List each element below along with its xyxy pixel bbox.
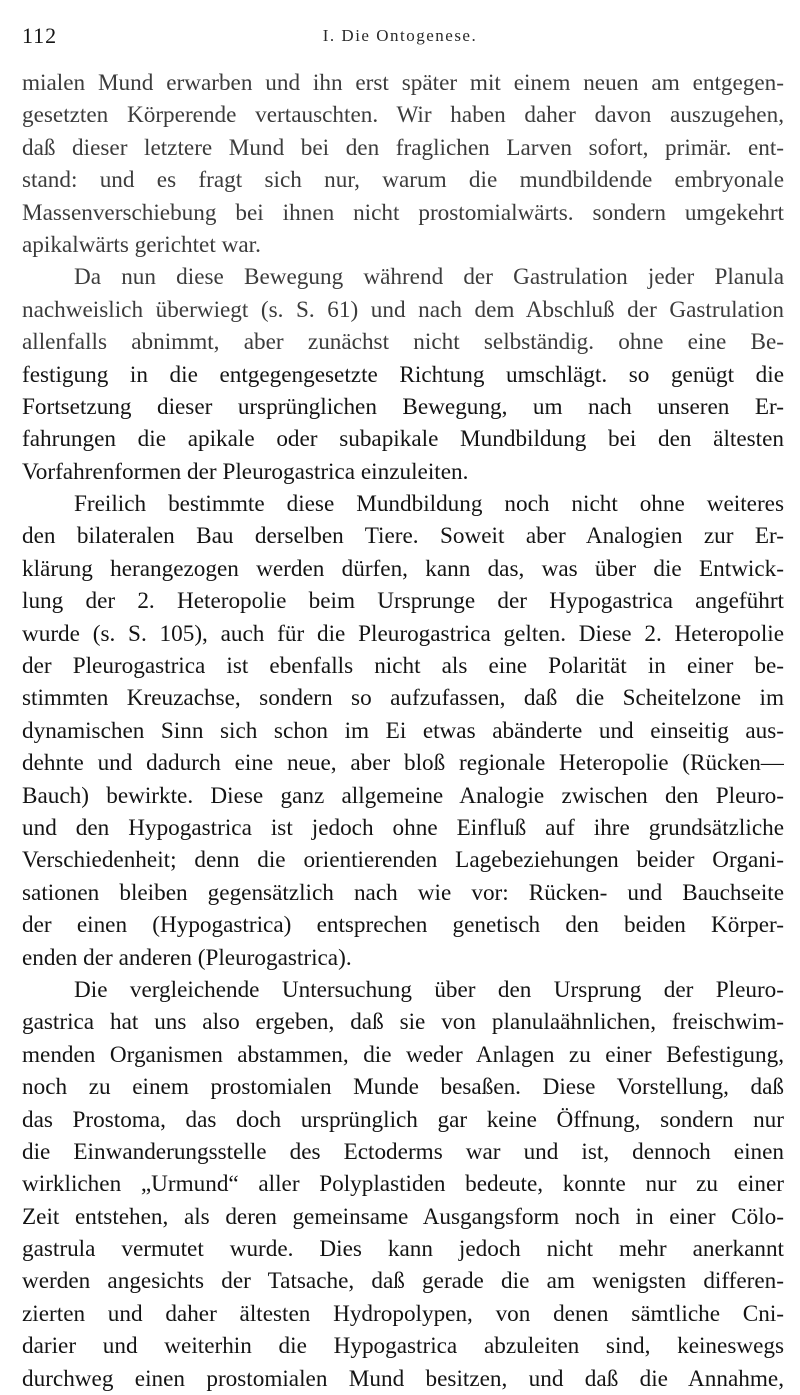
paragraph	[22, 261, 784, 488]
text-line: dehnte und dadurch eine neue, aber bloß regionale Heteropolie (Rücken—	[22, 750, 784, 777]
text-line: daß dieser letztere Mund bei den fraglichen Larven sofort, primär. ent-	[22, 134, 784, 161]
text-line: Zeit entstehen, als deren gemeinsame Ausgangsform noch in einer Cölo-	[22, 1203, 784, 1230]
text-line: das Prostoma, das doch ursprünglich gar keine Öffnung, sondern nur	[22, 1106, 784, 1133]
page-header	[22, 22, 778, 50]
text-line: dynamischen Sinn sich schon im Ei etwas abänderte und einseitig aus-	[22, 717, 784, 744]
text-line: Fortsetzung dieser ursprünglichen Bewegung, um nach unseren Er-	[22, 393, 784, 420]
text-line: festigung in die entgegengesetzte Richtung umschlägt. so genügt die	[22, 361, 784, 388]
text-line: Vorfahrenformen der Pleurogastrica einzuleiten.	[22, 458, 469, 485]
text-line: enden der anderen (Pleurogastrica).	[22, 944, 352, 971]
text-line: Bauch) bewirkte. Diese ganz allgemeine Analogie zwischen den Pleuro-	[22, 782, 784, 809]
text-line: zierten und daher ältesten Hydropolypen, von denen sämtliche Cni-	[22, 1300, 784, 1327]
text-line: den bilateralen Bau derselben Tiere. Soweit aber Analogien zur Er-	[22, 523, 784, 550]
text-line: apikalwärts gerichtet war.	[22, 231, 261, 258]
text-line: der Pleurogastrica ist ebenfalls nicht als eine Polarität in einer be-	[22, 653, 784, 680]
text-line: sationen bleiben gegensätzlich nach wie vor: Rücken- und Bauchseite	[22, 879, 784, 906]
text-line: mialen Mund erwarben und ihn erst später mit einem neuen am entgegen-	[22, 70, 784, 96]
text-line: noch zu einem prostomialen Munde besaßen. Diese Vorstellung, daß	[22, 1074, 784, 1101]
paragraph	[22, 67, 784, 261]
text-line: lung der 2. Heteropolie beim Ursprunge der Hypogastrica angeführt	[22, 588, 784, 615]
text-line: nachweislich überwiegt (s. S. 61) und nach dem Abschluß der Gastrulation	[22, 296, 784, 323]
text-line: klärung herangezogen werden dürfen, kann das, was über die Entwick-	[22, 555, 784, 582]
body-text	[22, 67, 784, 1395]
text-line: wurde (s. S. 105), auch für die Pleurogastrica gelten. Diese 2. Heteropolie	[22, 620, 784, 647]
text-line: allenfalls abnimmt, aber zunächst nicht selbständig. ohne eine Be-	[22, 329, 784, 356]
paragraph	[22, 974, 784, 1395]
text-line: werden angesichts der Tatsache, daß gerade die am wenigsten differen-	[22, 1268, 784, 1295]
text-line: stimmten Kreuzachse, sondern so aufzufassen, daß die Scheitelzone im	[22, 685, 784, 712]
text-line: stand: und es fragt sich nur, warum die mundbildende embryonale	[22, 167, 784, 194]
paragraph	[22, 488, 784, 974]
text-line: fahrungen die apikale oder subapikale Mundbildung bei den ältesten	[22, 426, 784, 453]
text-line: gastrica hat uns also ergeben, daß sie von planulaähnlichen, freischwim-	[22, 1009, 784, 1036]
running-head: I. Die Ontogenese.	[322, 26, 478, 45]
text-line: der einen (Hypogastrica) entsprechen genetisch den beiden Körper-	[22, 912, 784, 939]
text-line: Die vergleichende Untersuchung über den Ursprung der Pleuro-	[74, 976, 784, 1003]
text-line: Verschiedenheit; denn die orientierenden Lagebeziehungen beider Organi-	[22, 847, 784, 874]
text-line: und den Hypogastrica ist jedoch ohne Einfluß auf ihre grundsätzliche	[22, 814, 784, 841]
text-line: gesetzten Körperende vertauschten. Wir haben daher davon auszugehen,	[22, 102, 784, 129]
text-line: die Einwanderungsstelle des Ectoderms war und ist, dennoch einen	[22, 1138, 784, 1165]
text-line: durchweg einen prostomialen Mund besitzen, und daß die Annahme,	[22, 1365, 784, 1392]
text-line: Da nun diese Bewegung während der Gastrulation jeder Planula	[74, 264, 784, 291]
text-line: Massenverschiebung bei ihnen nicht prostomialwärts. sondern umgekehrt	[22, 199, 784, 226]
text-line: Freilich bestimmte diese Mundbildung noch nicht ohne weiteres	[74, 491, 784, 518]
text-line: menden Organismen abstammen, die weder Anlagen zu einer Befestigung,	[22, 1041, 784, 1068]
text-line: gastrula vermutet wurde. Dies kann jedoch nicht mehr anerkannt	[22, 1236, 784, 1263]
text-line: darier und weiterhin die Hypogastrica abzuleiten sind, keineswegs	[22, 1333, 784, 1360]
page-number: 112	[22, 23, 58, 48]
text-line: wirklichen „Urmund“ aller Polyplastiden bedeute, konnte nur zu einer	[22, 1171, 784, 1198]
